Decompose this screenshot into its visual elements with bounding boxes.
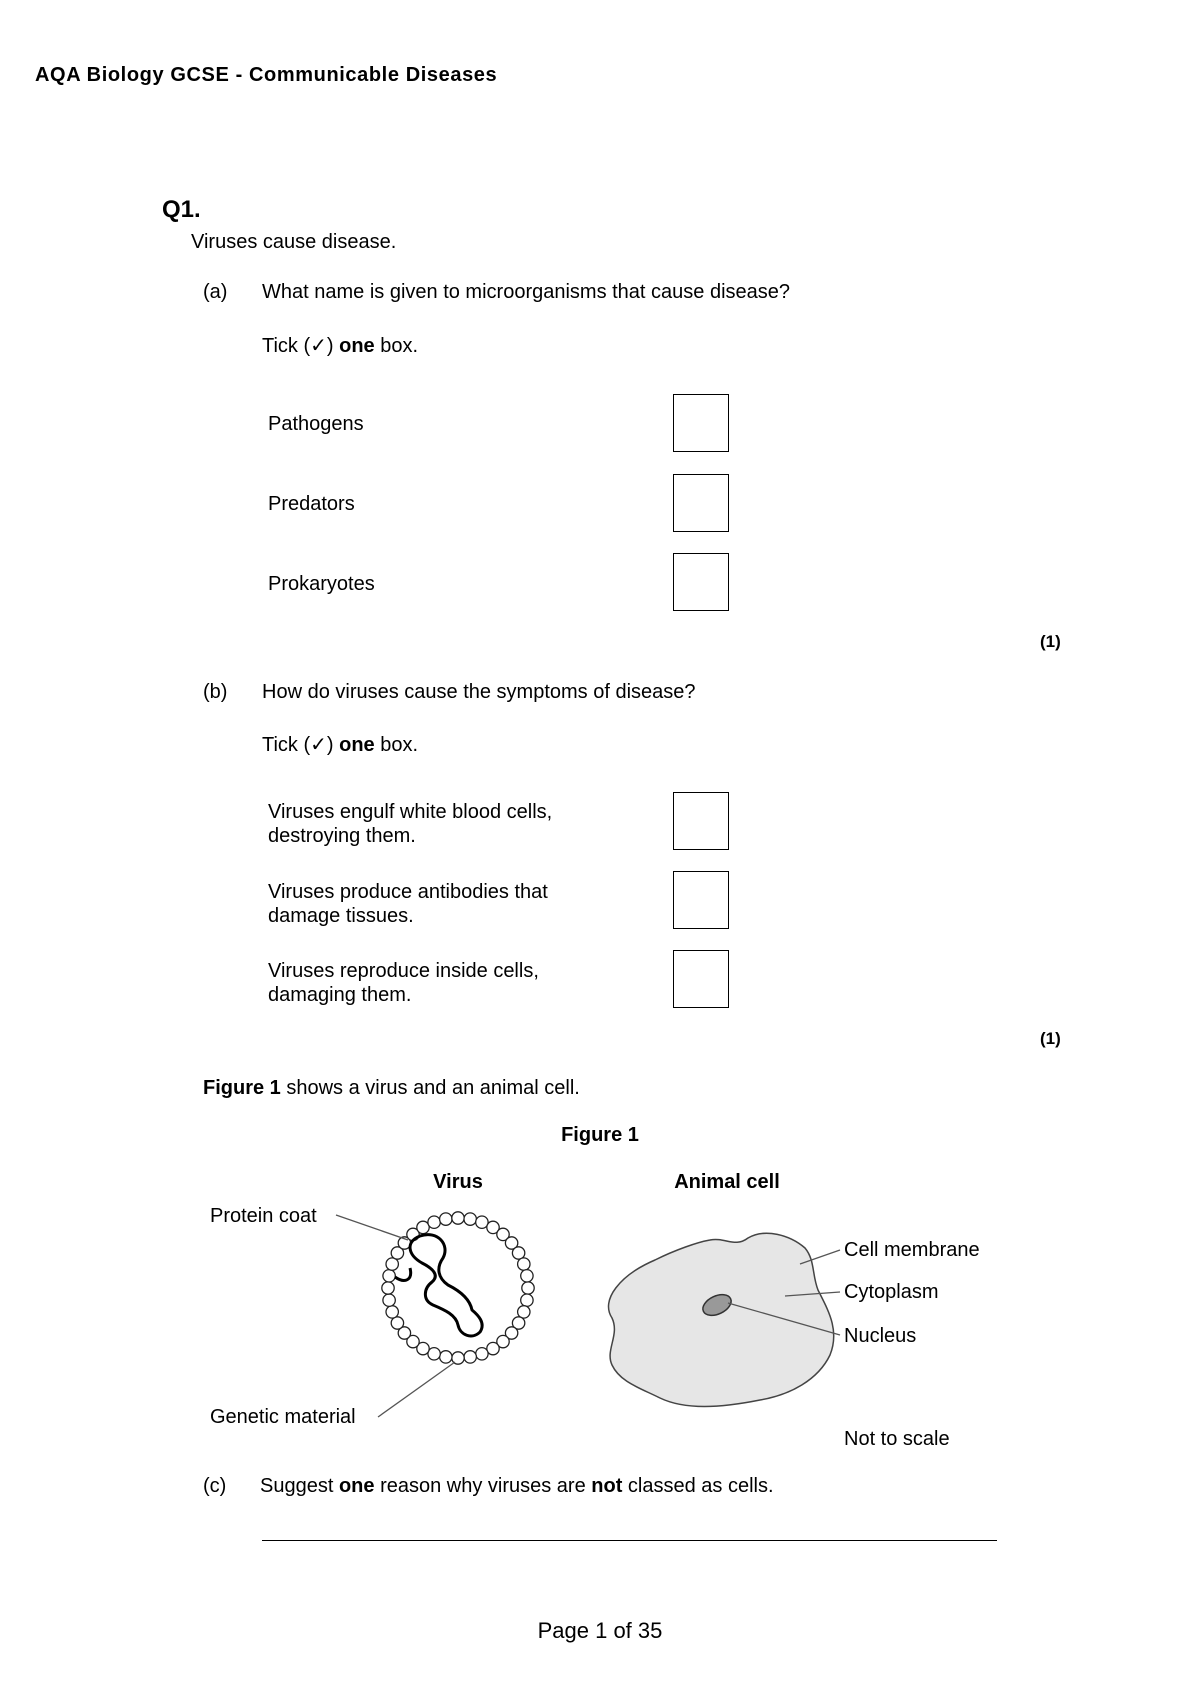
tick-box-reproduce[interactable] [673, 950, 729, 1008]
not-to-scale-note: Not to scale [844, 1428, 950, 1450]
animal-cell [609, 1233, 834, 1406]
part-a-label: (a) [203, 281, 228, 303]
part-b-label: (b) [203, 681, 228, 703]
option-label: Pathogens [268, 413, 364, 435]
protein-coat-unit [440, 1351, 452, 1363]
option-label: Viruses reproduce inside cells, damaging them. [268, 960, 539, 1006]
protein-coat-unit [464, 1213, 476, 1225]
option-label: Predators [268, 493, 355, 515]
tick-box-antibodies[interactable] [673, 871, 729, 929]
figure-1-diagram [200, 1160, 1020, 1460]
label-nucleus: Nucleus [844, 1325, 917, 1347]
protein-coat-unit [386, 1306, 398, 1318]
label-genetic-material: Genetic material [210, 1406, 356, 1428]
protein-coat-unit [521, 1294, 533, 1306]
tick-box-predators[interactable] [673, 474, 729, 532]
protein-coat-unit [464, 1351, 476, 1363]
tick-box-prokaryotes[interactable] [673, 553, 729, 611]
label-cell-membrane: Cell membrane [844, 1239, 980, 1261]
virus-title: Virus [433, 1171, 483, 1193]
page-number: Page 1 of 35 [537, 1618, 663, 1643]
figure-title: Figure 1 [561, 1124, 639, 1146]
part-b-question: How do viruses cause the symptoms of disease? [262, 681, 696, 703]
protein-coat-unit [382, 1282, 394, 1294]
option-label: Viruses engulf white blood cells, destroying them. [268, 801, 553, 847]
protein-coat-unit [476, 1348, 488, 1360]
question-number: Q1. [162, 196, 201, 223]
animal-cell-title: Animal cell [674, 1171, 780, 1193]
label-cytoplasm: Cytoplasm [844, 1281, 939, 1303]
marks-a: (1) [1040, 632, 1061, 651]
tick-box-pathogens[interactable] [673, 394, 729, 452]
option-label: Prokaryotes [268, 573, 375, 595]
part-c-label: (c) [203, 1475, 227, 1497]
tick-box-engulf[interactable] [673, 792, 729, 850]
tick-symbol: ✓ [310, 335, 327, 357]
question-intro: Viruses cause disease. [191, 231, 397, 253]
part-a-instruction: Tick (✓) one box. [262, 335, 419, 357]
virus-genetic-material [410, 1235, 482, 1336]
tick-symbol: ✓ [310, 734, 327, 756]
protein-coat-unit [383, 1270, 395, 1282]
label-protein-coat: Protein coat [210, 1205, 317, 1227]
virus-protein-coat [382, 1212, 534, 1364]
protein-coat-unit [440, 1213, 452, 1225]
option-label: Viruses produce antibodies that damage tissues. [268, 881, 548, 927]
protein-coat-unit [521, 1270, 533, 1282]
document-header: AQA Biology GCSE - Communicable Diseases [35, 64, 498, 86]
protein-coat-unit [428, 1216, 440, 1228]
protein-coat-unit [518, 1258, 530, 1270]
marks-b: (1) [1040, 1029, 1061, 1048]
part-c-question: Suggest one reason why viruses are not classed as cells. [260, 1475, 774, 1497]
part-a-question: What name is given to microorganisms that cause disease? [262, 281, 791, 303]
figure-intro: Figure 1 shows a virus and an animal cell. [203, 1077, 580, 1099]
protein-coat-unit [383, 1294, 395, 1306]
part-b-instruction: Tick (✓) one box. [262, 734, 419, 756]
protein-coat-unit [452, 1212, 464, 1224]
answer-line[interactable] [262, 1540, 997, 1541]
protein-coat-unit [522, 1282, 534, 1294]
